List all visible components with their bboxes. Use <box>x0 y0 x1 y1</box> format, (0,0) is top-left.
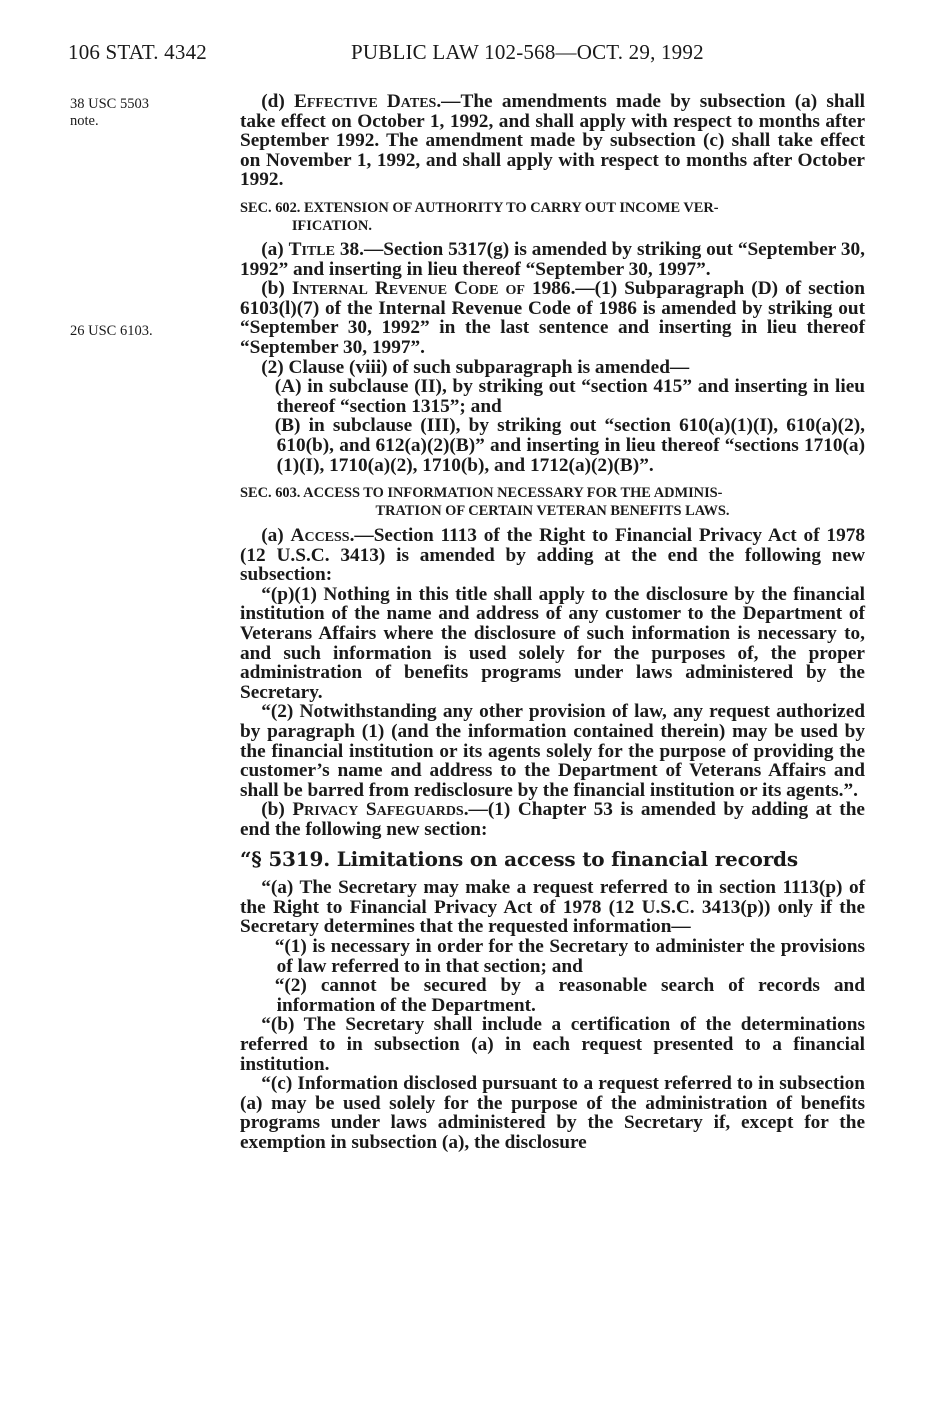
margin-note-line: 26 USC 6103. <box>70 323 153 339</box>
margin-note-line: 38 USC 5503 <box>70 96 149 112</box>
statute-page-number: 106 STAT. 4342 <box>68 40 207 64</box>
paragraph-p2: “(2) Notwithstanding any other provision of law, any request authorized by paragraph (1) (and the information contained therein) may be used by the financial institution or its agents solely for the purpose of providing the customer’s name and address to the Department of Veterans Affairs and shall be barred from redisclosure by the financial institution or its agents.”. <box>240 701 865 801</box>
page-header <box>68 40 748 68</box>
paragraph-p1: “(p)(1) Nothing in this title shall apply to the disclosure by the financial institution of the name and address of any customer to the Department of Veterans Affairs where the disclosure of such information is necessary to, and such information is used solely for the purposes of, the proper administration of benefits programs under laws administered by the Secretary. <box>240 583 865 703</box>
margin-note-38-usc <box>70 96 220 130</box>
paragraph-5319-c: “(c) Information disclosed pursuant to a request referred to in subsection (a) may be used solely for the purpose of the administration of benefits programs under laws administered by the Secretary if, except for the exemption in subsection (a), the disclosure <box>240 1073 865 1153</box>
paragraph-effective-dates: (d) Effective Dates.—The amendments made by subsection (a) shall take effect on October 1, 1992, and shall apply with respect to months after September 1992. The amendment made by subsection (c) shall take effect on November 1, 1992, and shall apply with respect to months after October 1992. <box>240 91 866 191</box>
subparagraph-a: (A) in subclause (II), by striking out “section 415” and inserting in lieu thereof “section 1315”; and <box>274 376 865 417</box>
paragraph-title-38: (a) Title 38.—Section 5317(g) is amended by striking out “September 30, 1992” and inserting in lieu thereof “September 30, 1997”. <box>240 238 865 280</box>
section-603-heading: SEC. 603. ACCESS TO INFORMATION NECESSARY FOR THE ADMINIS- TRATION OF CERTAIN VETERAN BENEFITS LAWS. <box>240 485 730 520</box>
paragraph-5319-a1: “(1) is necessary in order for the Secretary to administer the provisions of law referred to in that section; and <box>274 935 865 977</box>
caption-internal-revenue-code: Internal Revenue Code of <box>291 278 525 300</box>
margin-note-26-usc <box>70 323 220 340</box>
statute-body <box>240 92 865 1153</box>
running-title: PUBLIC LAW 102-568—OCT. 29, 1992 <box>351 40 704 64</box>
paragraph-access: (a) Access.—Section 1113 of the Right to Financial Privacy Act of 1978 (12 U.S.C. 3413) is amended by adding at the end the following new subsection: <box>240 525 865 586</box>
paragraph-internal-revenue-code: (b) Internal Revenue Code of 1986.—(1) Subparagraph (D) of section 6103(l)(7) of the Internal Revenue Code of 1986 is amended by striking out “September 30, 1992” in the last sentence and inserting in lieu thereof “September 30, 1997”. <box>240 278 865 358</box>
margin-note-line: note. <box>70 113 99 129</box>
caption-title: Title <box>288 238 335 260</box>
section-602-heading: SEC. 602. EXTENSION OF AUTHORITY TO CARRY OUT INCOME VER- IFICATION. <box>240 199 719 234</box>
paragraph-5319-a: “(a) The Secretary may make a request referred to in section 1113(p) of the Right to Financial Privacy Act of 1978 (12 U.S.C. 3413(p)) only if the Secretary determines that the requested information— <box>240 877 865 938</box>
paragraph-5319-b: “(b) The Secretary shall include a certification of the determinations referred to in subsection (a) in each request presented to a financial institution. <box>240 1014 865 1075</box>
caption-privacy-safeguards: Privacy Safeguards. <box>292 799 469 821</box>
subparagraph-b: (B) in subclause (III), by striking out “section 610(a)(1)(I), 610(a)(2), 610(b), and 612(a)(2)(B)” and inserting in lieu thereof “sections 1710(a)(1)(I), 1710(a)(2), 1710(b), and 1712(a)(2)(B)”. <box>274 415 865 476</box>
caption-effective-dates: Effective Dates. <box>294 91 442 112</box>
paragraph-5319-a2: “(2) cannot be secured by a reasonable search of records and information of the Department. <box>274 975 865 1016</box>
paragraph-clause-viii: (2) Clause (viii) of such subparagraph is amended— <box>261 356 690 378</box>
paragraph-privacy-safeguards: (b) Privacy Safeguards.—(1) Chapter 53 is amended by adding at the end the following new section: <box>240 799 865 840</box>
section-5319-title: “§ 5319. Limitations on access to financial records <box>240 846 798 871</box>
caption-access: Access. <box>290 525 355 547</box>
